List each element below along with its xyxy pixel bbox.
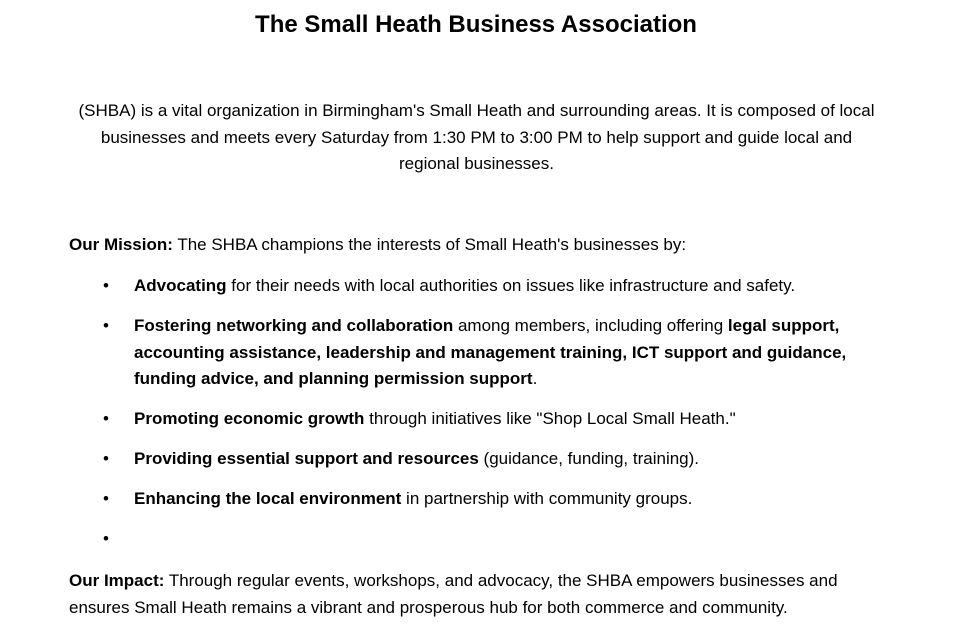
bullet-text: for their needs with local authorities on issues like infrastructure and safety. <box>226 276 796 295</box>
bullet-point: • <box>103 489 109 508</box>
list-item <box>69 486 889 513</box>
bullet-text-2: . <box>532 369 538 388</box>
mission-text: The SHBA champions the interests of Small Heath's businesses by: <box>172 235 687 254</box>
list-item <box>69 273 889 300</box>
list-item <box>69 446 889 473</box>
list-item <box>69 313 889 393</box>
bullet-text: in partnership with community groups. <box>401 489 693 508</box>
impact-label: Our Impact: <box>69 571 165 590</box>
bullet-point: • <box>103 529 109 548</box>
bullet-text: through initiatives like "Shop Local Small Heath." <box>364 409 736 428</box>
bullet-bold-text: Advocating <box>134 276 227 295</box>
mission-bullet-list <box>69 273 889 566</box>
bullet-text: among members, including offering <box>453 316 728 335</box>
bullet-point: • <box>103 449 109 468</box>
bullet-bold-text: Providing essential support and resources <box>134 449 479 468</box>
document-title: The Small Heath Business Association <box>255 11 697 38</box>
bullet-bold-text: Promoting economic growth <box>134 409 365 428</box>
mission-paragraph <box>69 232 929 259</box>
bullet-bold-text-2: legal support, accounting assistance, leadership and management training, ICT support and guidance, funding advice, and planning permission support <box>134 316 847 388</box>
list-item <box>69 406 889 433</box>
intro-paragraph: (SHBA) is a vital organization in Birmingham's Small Heath and surrounding areas. It is composed of local businesses and meets every Saturday from 1:30 PM to 3:00 PM to help support and guide local and regional businesses. <box>78 101 875 173</box>
bullet-point: • <box>103 409 109 428</box>
bullet-point: • <box>103 316 109 335</box>
list-item-empty <box>69 526 889 553</box>
bullet-point: • <box>103 276 109 295</box>
impact-paragraph <box>69 568 889 621</box>
impact-text: Through regular events, workshops, and advocacy, the SHBA empowers businesses and ensures Small Heath remains a vibrant and prosperous hub for both commerce and community. <box>69 571 838 617</box>
bullet-bold-text: Fostering networking and collaboration <box>134 316 454 335</box>
mission-label: Our Mission: <box>69 235 173 254</box>
bullet-bold-text: Enhancing the local environment <box>134 489 402 508</box>
bullet-text: (guidance, funding, training). <box>478 449 700 468</box>
